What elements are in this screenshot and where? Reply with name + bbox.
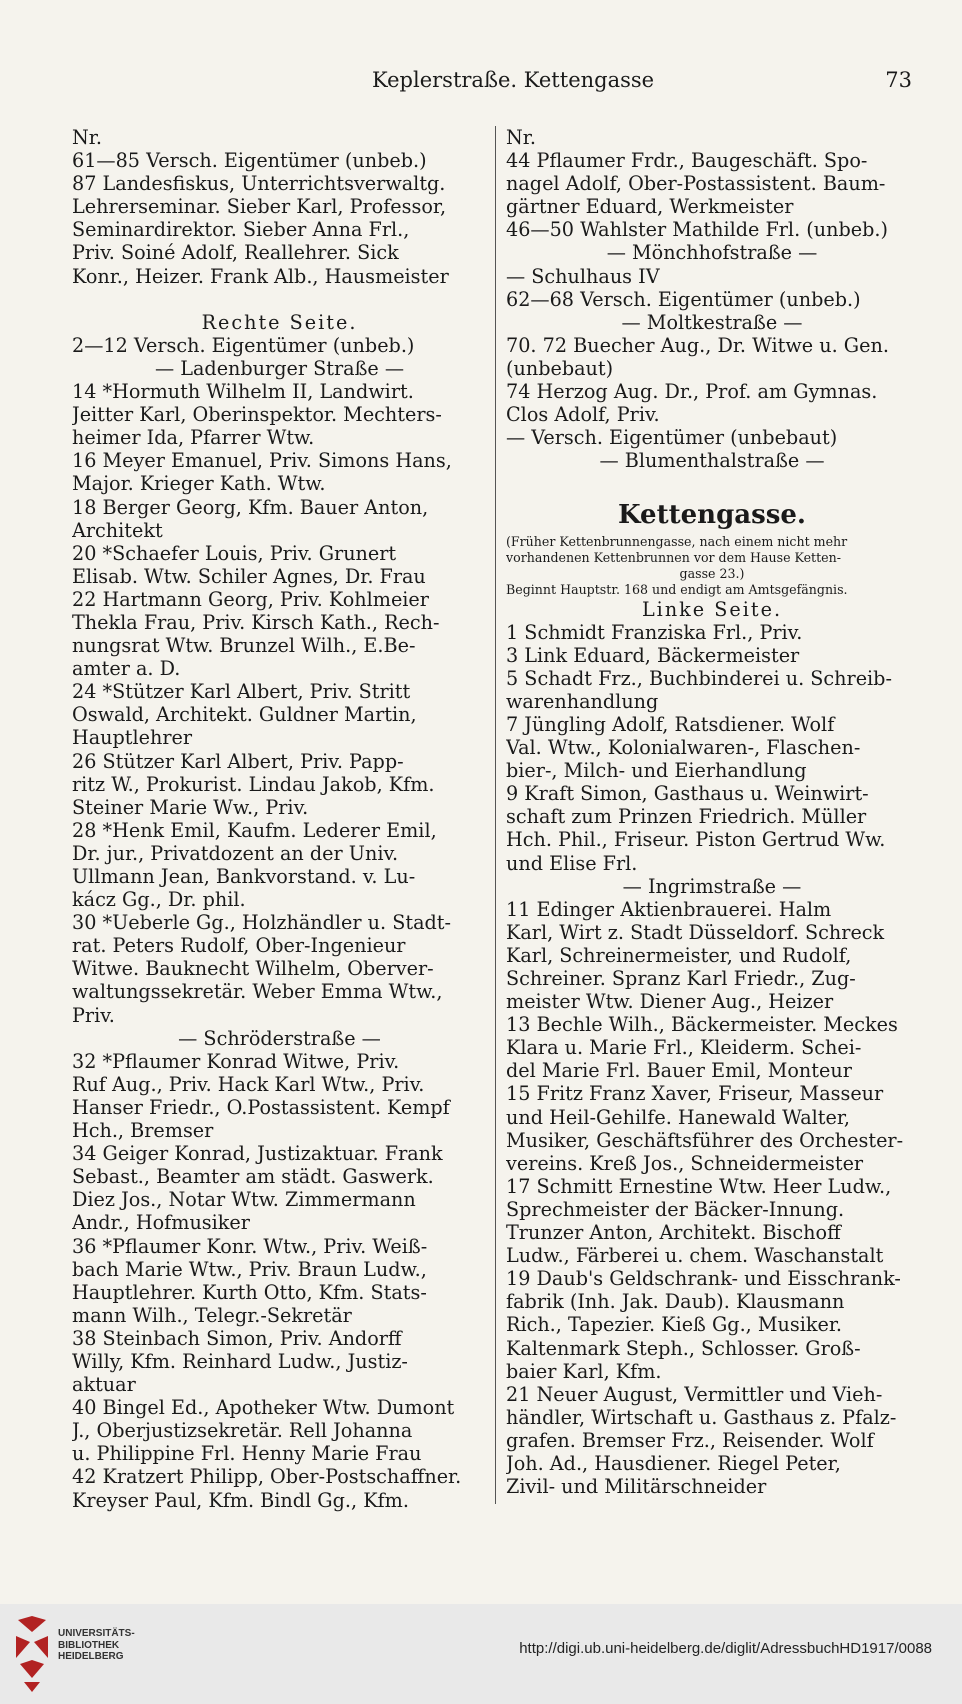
text-line: 26 Stützer Karl Albert, Priv. Papp- [72, 749, 404, 773]
text-line: vereins. Kreß Jos., Schneidermeister [506, 1151, 864, 1175]
source-url-link[interactable]: http://digi.ub.uni-heidelberg.de/diglit/AdressbuchHD1917/0088 [519, 1640, 932, 1657]
text-line: Diez Jos., Notar Wtw. Zimmermann [72, 1188, 416, 1212]
text-line: Witwe. Bauknecht Wilhelm, Oberver- [72, 957, 434, 981]
text-line: Schreiner. Spranz Karl Friedr., Zug- [506, 967, 856, 990]
text-line: u. Philippine Frl. Henny Marie Frau [72, 1442, 422, 1466]
text-line: waltungssekretär. Weber Emma Wtw., [72, 980, 443, 1004]
text-line: Hch. Phil., Friseur. Piston Gertrud Ww. [506, 828, 886, 852]
text-line: — Blumenthalstraße — [599, 449, 825, 473]
text-line: Lehrerseminar. Sieber Karl, Professor, [72, 195, 447, 219]
text-line: — Ingrimstraße — [622, 874, 802, 898]
text-line: Hanser Friedr., O.Postassistent. Kempf [72, 1095, 450, 1119]
text-line: Clos Adolf, Priv. [506, 403, 660, 427]
text-line: 70. 72 Buecher Aug., Dr. Witwe u. Gen. [506, 333, 889, 357]
text-line: Trunzer Anton, Architekt. Bischoff [506, 1221, 841, 1245]
text-line: Beginnt Hauptstr. 168 und endigt am Amtsgefängnis. [506, 581, 848, 597]
text-line: schaft zum Prinzen Friedrich. Müller [506, 805, 867, 829]
text-line: 21 Neuer August, Vermittler und Vieh- [506, 1382, 883, 1406]
text-line: 14 *Hormuth Wilhelm II, Landwirt. [72, 380, 414, 404]
page-number: 73 [885, 68, 912, 92]
text-line: Thekla Frau, Priv. Kirsch Kath., Rech- [72, 610, 440, 634]
text-line: Val. Wtw., Kolonialwaren-, Flaschen- [506, 736, 861, 760]
text-line: Oswald, Architekt. Guldner Martin, [72, 703, 417, 727]
text-line: Andr., Hofmusiker [72, 1211, 250, 1235]
text-line: Nr. [506, 126, 536, 149]
right-column [506, 126, 918, 1498]
text-line: 18 Berger Georg, Kfm. Bauer Anton, [72, 495, 429, 519]
text-line: 3 Link Eduard, Bäckermeister [506, 643, 800, 667]
text-line: Willy, Kfm. Reinhard Ludw., Justiz- [72, 1349, 408, 1373]
text-line: fabrik (Inh. Jak. Daub). Klausmann [506, 1290, 845, 1314]
text-line: händler, Wirtschaft u. Gasthaus z. Pfalz- [506, 1405, 897, 1429]
text-line: Karl, Schreinermeister, und Rudolf, [506, 943, 852, 967]
text-line: 7 Jüngling Adolf, Ratsdiener. Wolf [506, 712, 835, 736]
text-line: Karl, Wirt z. Stadt Düsseldorf. Schreck [506, 920, 885, 944]
text-line: Kreyser Paul, Kfm. Bindl Gg., Kfm. [72, 1488, 409, 1512]
text-line: Elisab. Wtw. Schiler Agnes, Dr. Frau [72, 564, 426, 588]
text-line: 15 Fritz Franz Xaver, Friseur, Masseur [506, 1082, 884, 1106]
text-line: Rich., Tapezier. Kieß Gg., Musiker. [506, 1313, 843, 1337]
text-line: Klara u. Marie Frl., Kleiderm. Schei- [506, 1036, 862, 1060]
spacer [72, 288, 487, 311]
text-line: Seminardirektor. Sieber Anna Frl., [72, 218, 410, 242]
text-line: Kaltenmark Steph., Schlosser. Groß- [506, 1336, 861, 1360]
text-line: 34 Geiger Konrad, Justizaktuar. Frank [72, 1142, 443, 1166]
text-line: 16 Meyer Emanuel, Priv. Simons Hans, [72, 449, 452, 473]
text-line: vorhandenen Kettenbrunnen vor dem Hause Ketten- [506, 549, 841, 565]
text-line: 19 Daub's Geldschrank- und Eisschrank- [506, 1267, 901, 1291]
text-line: mann Wilh., Telegr.-Sekretär [72, 1303, 352, 1327]
logo-line: BIBLIOTHEK [58, 1639, 120, 1651]
text-line: 1 Schmidt Franziska Frl., Priv. [506, 620, 803, 644]
text-line: Nr. [72, 126, 102, 149]
text-line: meister Wtw. Diener Aug., Heizer [506, 990, 834, 1014]
text-line: baier Karl, Kfm. [506, 1359, 662, 1383]
text-line: bier-, Milch- und Eierhandlung [506, 759, 807, 783]
text-line: 22 Hartmann Georg, Priv. Kohlmeier [72, 587, 429, 611]
text-line: rat. Peters Rudolf, Ober-Ingenieur [72, 934, 406, 958]
text-line: — Moltkestraße — [621, 310, 803, 334]
text-line: 30 *Ueberle Gg., Holzhändler u. Stadt- [72, 911, 451, 935]
logo-line: HEIDELBERG [58, 1651, 124, 1662]
text-line: kácz Gg., Dr. phil. [72, 888, 246, 912]
text-line: 32 *Pflaumer Konrad Witwe, Priv. [72, 1049, 400, 1073]
text-line: 28 *Henk Emil, Kaufm. Lederer Emil, [72, 818, 437, 842]
text-line: 61—85 Versch. Eigentümer (unbeb.) [72, 149, 427, 173]
text-line: gasse 23.) [679, 565, 745, 581]
text-line: amter a. D. [72, 657, 181, 681]
text-line: Konr., Heizer. Frank Alb., Hausmeister [72, 264, 449, 288]
text-line: 24 *Stützer Karl Albert, Priv. Stritt [72, 680, 411, 704]
text-line: 11 Edinger Aktienbrauerei. Halm [506, 897, 832, 921]
text-line: Joh. Ad., Hausdiener. Riegel Peter, [506, 1451, 841, 1475]
university-library-logo-text [58, 1628, 135, 1663]
text-line: warenhandlung [506, 689, 659, 713]
text-line: 36 *Pflaumer Konr. Wtw., Priv. Weiß- [72, 1234, 428, 1258]
text-line: — Schröderstraße — [178, 1026, 381, 1050]
text-line: (unbebaut) [506, 356, 614, 380]
text-line: 5 Schadt Frz., Buchbinderei u. Schreib- [506, 666, 892, 690]
text-line: Jeitter Karl, Oberinspektor. Mechters- [72, 403, 442, 427]
text-line: Ruf Aug., Priv. Hack Karl Wtw., Priv. [72, 1072, 425, 1096]
running-title: Keplerstraße. Kettengasse [372, 68, 655, 92]
text-line: Hauptlehrer [72, 726, 193, 750]
text-line: 38 Steinbach Simon, Priv. Andorff [72, 1326, 402, 1350]
text-line: Hch., Bremser [72, 1119, 214, 1143]
text-line: und Heil-Gehilfe. Hanewald Walter, [506, 1105, 851, 1129]
text-line: nungsrat Wtw. Brunzel Wilh., E.Be- [72, 634, 416, 658]
text-line: aktuar [72, 1373, 136, 1397]
text-line: heimer Ida, Pfarrer Wtw. [72, 426, 315, 450]
text-line: Rechte Seite. [201, 310, 358, 334]
spacer [506, 472, 918, 495]
text-line: Sprechmeister der Bäcker-Innung. [506, 1197, 845, 1221]
text-line: Kettengasse. [618, 499, 806, 530]
text-line: 9 Kraft Simon, Gasthaus u. Weinwirt- [506, 782, 869, 806]
text-line: Priv. [72, 1003, 115, 1027]
logo-line: UNIVERSITÄTS- [58, 1628, 135, 1639]
text-line: 74 Herzog Aug. Dr., Prof. am Gymnas. [506, 380, 878, 404]
text-line: — Versch. Eigentümer (unbebaut) [506, 426, 838, 450]
text-line: 2—12 Versch. Eigentümer (unbeb.) [72, 333, 415, 357]
text-line: Major. Krieger Kath. Wtw. [72, 472, 326, 496]
text-line: — Ladenburger Straße — [154, 356, 405, 380]
text-line: 87 Landesfiskus, Unterrichtsverwaltg. [72, 172, 446, 196]
university-library-logo-icon [12, 1612, 52, 1696]
text-line: Dr. jur., Privatdozent an der Univ. [72, 841, 399, 865]
page-header [0, 60, 962, 100]
text-line: 13 Bechle Wilh., Bäckermeister. Meckes [506, 1013, 898, 1037]
text-line: gärtner Eduard, Werkmeister [506, 195, 794, 219]
text-line: 20 *Schaefer Louis, Priv. Grunert [72, 541, 397, 565]
text-line: Sebast., Beamter am städt. Gaswerk. [72, 1165, 434, 1189]
text-line: 17 Schmitt Ernestine Wtw. Heer Ludw., [506, 1174, 892, 1198]
text-line: del Marie Frl. Bauer Emil, Monteur [506, 1059, 852, 1083]
text-line: Hauptlehrer. Kurth Otto, Kfm. Stats- [72, 1280, 427, 1304]
text-line: — Mönchhofstraße — [606, 241, 818, 265]
text-line: J., Oberjustizsekretär. Rell Johanna [72, 1419, 413, 1443]
text-line: Linke Seite. [641, 597, 783, 621]
text-line: 44 Pflaumer Frdr., Baugeschäft. Spo- [506, 149, 868, 173]
text-line: Zivil- und Militärschneider [506, 1475, 767, 1499]
text-line: 40 Bingel Ed., Apotheker Wtw. Dumont [72, 1396, 455, 1420]
text-line: 62—68 Versch. Eigentümer (unbeb.) [506, 287, 861, 311]
text-line: nagel Adolf, Ober-Postassistent. Baum- [506, 172, 886, 196]
text-line: Steiner Marie Ww., Priv. [72, 795, 309, 819]
text-line: grafen. Bremser Frz., Reisender. Wolf [506, 1428, 874, 1452]
text-line: Architekt [72, 518, 163, 542]
text-line: Priv. Soiné Adolf, Reallehrer. Sick [72, 241, 399, 265]
column-divider [495, 126, 496, 1504]
text-line: Musiker, Geschäftsführer des Orchester- [506, 1128, 904, 1152]
text-line: bach Marie Wtw., Priv. Braun Ludw., [72, 1257, 427, 1281]
text-line: Ludw., Färberei u. chem. Waschanstalt [506, 1244, 884, 1268]
text-line: 42 Kratzert Philipp, Ober-Postschaffner. [72, 1465, 462, 1489]
text-line: 46—50 Wahlster Mathilde Frl. (unbeb.) [506, 218, 888, 242]
text-line: ritz W., Prokurist. Lindau Jakob, Kfm. [72, 772, 435, 796]
text-line: — Schulhaus IV [506, 264, 660, 288]
text-line: (Früher Kettenbrunnengasse, nach einem nicht mehr [506, 533, 848, 549]
left-column [72, 126, 487, 1512]
text-line: und Elise Frl. [506, 851, 638, 875]
text-line: Ullmann Jean, Bankvorstand. v. Lu- [72, 865, 416, 888]
